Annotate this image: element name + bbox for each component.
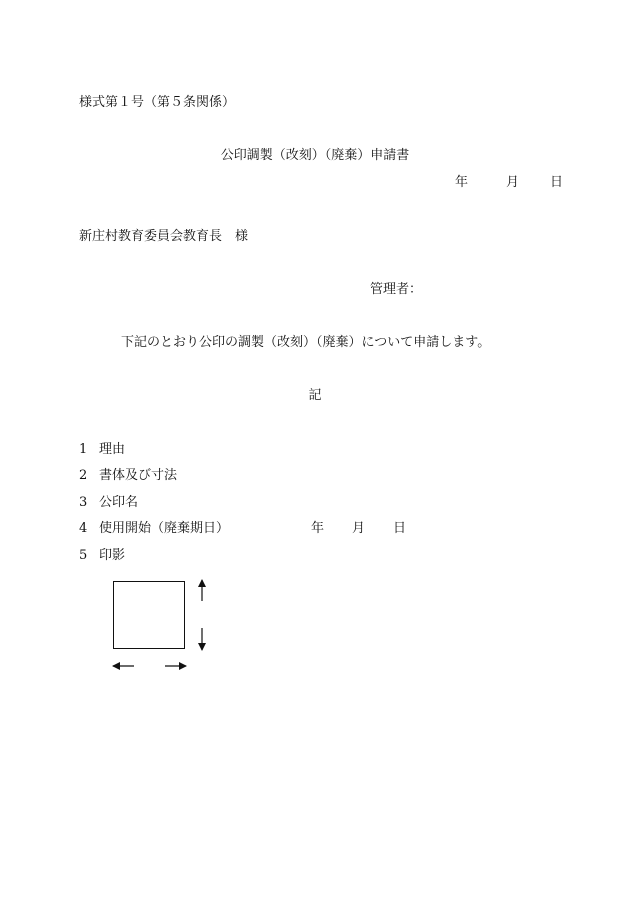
start-month-label: 月 bbox=[352, 521, 366, 536]
list-item-typeface-size bbox=[79, 468, 177, 484]
date-day-label: 日 bbox=[550, 175, 564, 190]
item-number: 3 bbox=[79, 495, 88, 510]
document-title: 公印調製（改刻）（廃棄）申請書 bbox=[220, 148, 410, 163]
ki-heading: 記 bbox=[308, 388, 322, 403]
start-date-fields bbox=[311, 521, 406, 537]
list-item-reason bbox=[79, 442, 125, 458]
start-day-label: 日 bbox=[393, 521, 407, 536]
list-item-start-date bbox=[79, 521, 229, 537]
date-year-label: 年 bbox=[455, 175, 469, 190]
item-label: 書体及び寸法 bbox=[99, 468, 178, 483]
item-label: 理由 bbox=[99, 442, 126, 457]
date-month-label: 月 bbox=[506, 175, 520, 190]
item-number: 2 bbox=[79, 468, 88, 483]
addressee: 新庄村教育委員会教育長 様 bbox=[79, 229, 249, 244]
manager-label: 管理者： bbox=[370, 282, 423, 297]
item-label: 公印名 bbox=[99, 495, 139, 510]
list-item-seal-impression bbox=[79, 548, 125, 564]
seal-impression-box bbox=[113, 581, 185, 649]
list-item-seal-name bbox=[79, 495, 138, 511]
item-number: 4 bbox=[79, 521, 88, 536]
form-number: 様式第１号（第５条関係） bbox=[79, 95, 236, 110]
item-number: 1 bbox=[79, 442, 88, 457]
item-label: 使用開始（廃棄期日） bbox=[99, 521, 230, 536]
item-label: 印影 bbox=[99, 548, 126, 563]
submission-date bbox=[455, 175, 563, 191]
start-year-label: 年 bbox=[311, 521, 325, 536]
item-number: 5 bbox=[79, 548, 88, 563]
body-text: 下記のとおり公印の調製（改刻）（廃棄）について申請します。 bbox=[121, 335, 491, 350]
